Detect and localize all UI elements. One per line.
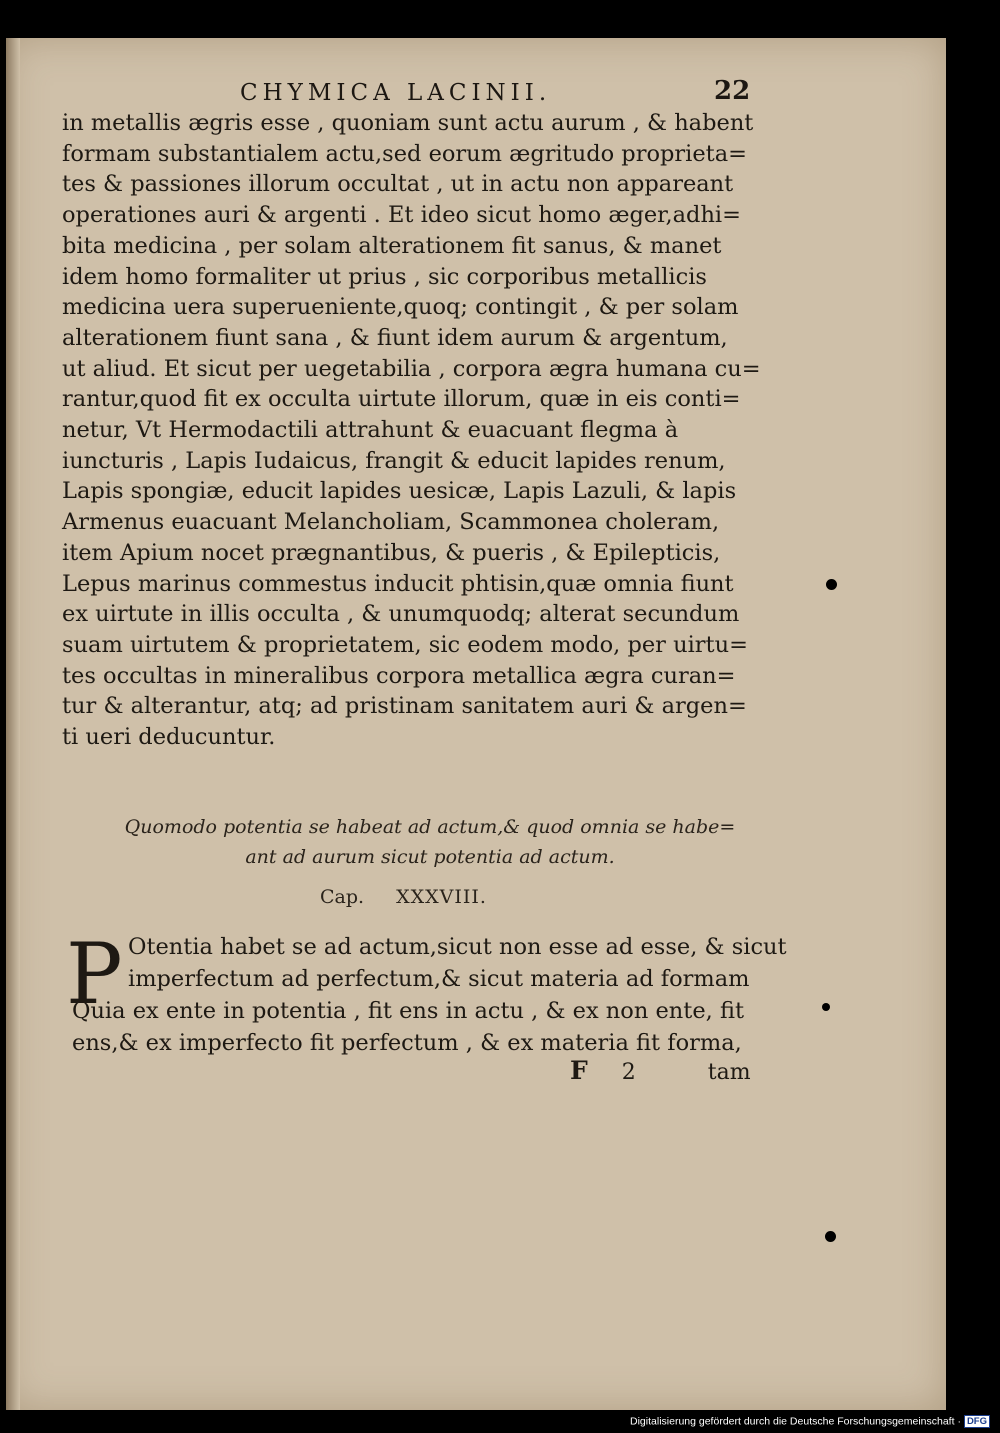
text-line: idem homo formaliter ut prius , sic corporibus metallicis [62,263,707,290]
chapter-heading-line-1: Quomodo potentia se habeat ad actum,& quod omnia se habe= [124,816,736,838]
text-line: Lapis spongiæ, educit lapides uesicæ, Lapis Lazuli, & lapis [62,478,737,505]
text-line: formam substantialem actu,sed eorum ægritudo proprieta= [62,140,747,167]
signature-mark: F [570,1056,588,1085]
chapter-number [320,886,487,908]
paragraph-1 [62,108,762,753]
funding-footer [630,1415,990,1428]
ink-spot [822,1003,830,1011]
chapter-label: Cap. [320,886,365,908]
drop-cap-initial: P [66,925,123,1023]
ink-spot [826,579,837,590]
catchword: tam [707,1060,751,1085]
ink-spot [825,1231,836,1242]
text-line: imperfectum ad perfectum,& sicut materia ad formam [128,966,750,992]
text-line: ti ueri deducuntur. [62,724,276,751]
text-line: in metallis ægris esse , quoniam sunt actu aurum , & habent [62,110,754,136]
text-line: suam uirtutem & proprietatem, sic eodem modo, per uirtu= [62,631,748,658]
dfg-logo: DFG [964,1415,990,1428]
text-line: tes occultas in mineralibus corpora metallica ægra curan= [62,662,736,689]
text-line: ens,& ex imperfecto fit perfectum , & ex materia fit forma, [72,1030,742,1056]
funding-note: Digitalisierung gefördert durch die Deutsche Forschungsgemeinschaft · [630,1415,961,1428]
text-line: bita medicina , per solam alterationem fit sanus, & manet [62,232,722,259]
text-line: Quia ex ente in potentia , fit ens in actu , & ex non ente, fit [72,998,745,1024]
text-line: Otentia habet se ad actum,sicut non esse ad esse, & sicut [128,934,787,960]
text-line: iuncturis , Lapis Iudaicus, frangit & educit lapides renum, [62,447,726,474]
text-line: operationes auri & argenti . Et ideo sicut homo æger,adhi= [62,202,741,229]
running-head: CHYMICA LACINII. [240,80,552,106]
page-gutter-shadow [6,38,20,1410]
text-line: ut aliud. Et sicut per uegetabilia , corpora ægra humana cu= [62,355,761,382]
page-number: 22 [714,76,751,106]
chapter-heading-line-2: ant ad aurum sicut potentia ad actum. [245,846,615,868]
text-line: tes & passiones illorum occultat , ut in actu non appareant [62,171,734,198]
text-line: Armenus euacuant Melancholiam, Scammonea choleram, [62,509,720,536]
chapter-roman-numeral: XXXVIII. [396,886,487,908]
text-line: tur & alterantur, atq; ad pristinam sanitatem auri & argen= [62,693,747,720]
text-line: alterationem fiunt sana , & fiunt idem aurum & argentum, [62,324,728,351]
text-line: medicina uera superueniente,quoq; contingit , & per solam [62,294,739,321]
signature-number: 2 [621,1060,636,1085]
text-line: item Apium nocet prægnantibus, & pueris , & Epilepticis, [62,539,721,566]
text-line: Lepus marinus commestus inducit phtisin,quæ omnia fiunt [62,570,734,597]
signature-line [570,1056,751,1085]
paragraph-2 [72,931,787,1059]
text-line: netur, Vt Hermodactili attrahunt & euacuant flegma à [62,417,679,444]
text-line: rantur,quod fit ex occulta uirtute illorum, quæ in eis conti= [62,386,741,413]
text-line: ex uirtute in illis occulta , & unumquodq; alterat secundum [62,601,740,628]
